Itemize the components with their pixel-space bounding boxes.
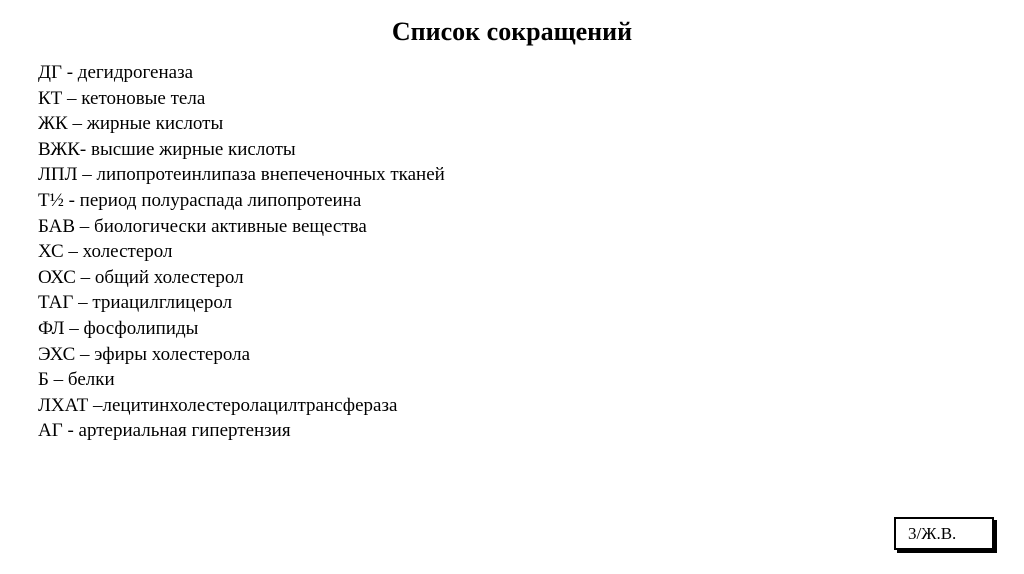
abbreviation-item: ТАГ – триацилглицерол bbox=[38, 292, 233, 314]
abbreviation-item: БАВ – биологически активные вещества bbox=[38, 215, 367, 237]
slide-title: Список сокращений bbox=[391, 17, 633, 46]
page-number-box: 3/Ж.В. bbox=[894, 517, 994, 550]
abbreviation-item: Т½ - период полураспада липопротеина bbox=[38, 189, 362, 211]
abbreviation-item: ЛПЛ – липопротеинлипаза внепеченочных тканей bbox=[38, 164, 445, 186]
abbreviation-item: ЛХАТ –лецитинхолестеролацилтрансфераза bbox=[38, 394, 398, 416]
abbreviation-item: ВЖК- высшие жирные кислоты bbox=[38, 138, 296, 160]
abbreviation-item: ХС – холестерол bbox=[38, 241, 173, 263]
abbreviation-list bbox=[38, 60, 445, 444]
abbreviation-item: ДГ - дегидрогеназа bbox=[38, 62, 194, 83]
abbreviation-item: ОХС – общий холестерол bbox=[38, 266, 244, 288]
abbreviation-item: ЖК – жирные кислоты bbox=[38, 113, 224, 135]
abbreviation-item: ФЛ – фосфолипиды bbox=[38, 317, 199, 339]
abbreviation-item: АГ - артериальная гипертензия bbox=[38, 420, 291, 442]
abbreviation-item: Б – белки bbox=[38, 369, 115, 391]
abbreviation-item: КТ – кетоновые тела bbox=[38, 87, 206, 109]
abbreviation-item: ЭХС – эфиры холестерола bbox=[38, 343, 251, 365]
